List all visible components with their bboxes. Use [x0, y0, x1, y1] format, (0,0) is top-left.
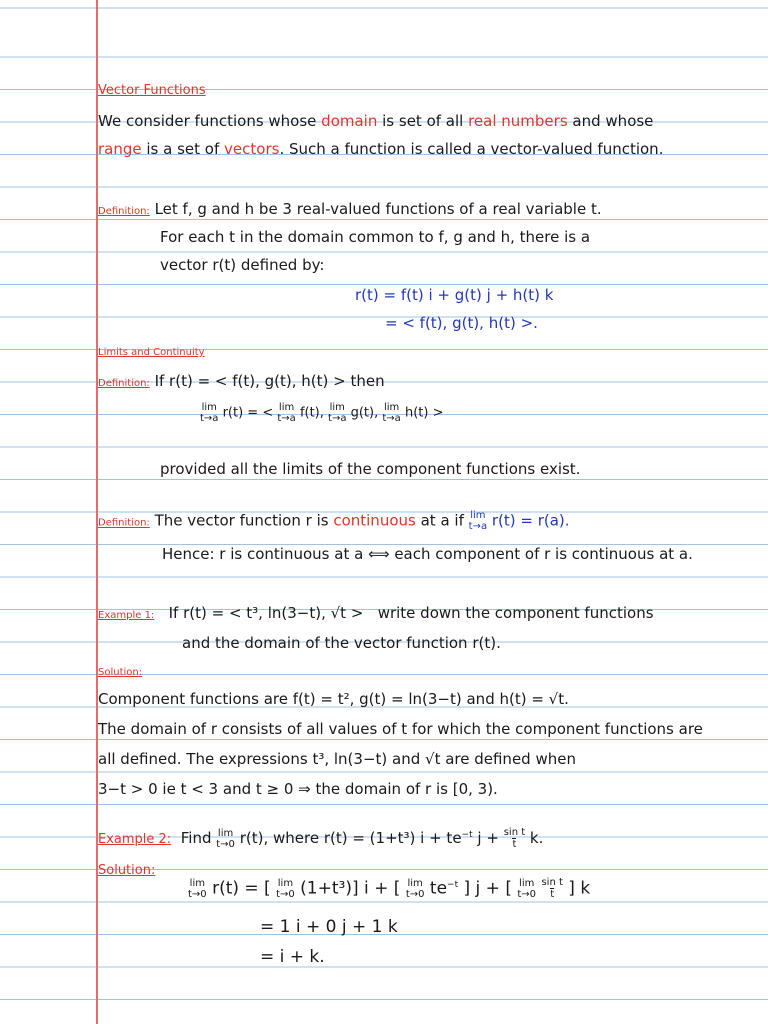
equation-r-angle: = < f(t), g(t), h(t) >. [385, 314, 538, 332]
solution-1-line-2: The domain of r consists of all values of t for which the component functions are [98, 720, 703, 738]
term-continuous: continuous [333, 511, 416, 530]
solution-2-line-3: = i + k. [260, 947, 325, 967]
provided-line: provided all the limits of the component functions exist. [160, 460, 581, 478]
example-label: Example 1: [98, 610, 155, 621]
limits-title: Limits and Continuity [98, 347, 205, 358]
definition-1-line-2: For each t in the domain common to f, g and h, there is a [160, 228, 591, 246]
term-vectors: vectors [224, 140, 280, 158]
definition-3: Definition: The vector function r is continuous at a if lim t→a r(t) = r(a). [98, 510, 570, 532]
limit-equation: lim t→a r(t) = < lim t→a f(t), lim t→a g(t), lim t→a h(t) > [200, 402, 444, 424]
definition-label: Definition: [98, 378, 150, 389]
section-title: Vector Functions [98, 83, 206, 98]
term-real-numbers: real numbers [468, 112, 568, 130]
definition-1-line-3: vector r(t) defined by: [160, 256, 325, 274]
solution-2-label: Solution: [98, 863, 156, 878]
solution-1-line-1: Component functions are f(t) = t², g(t) = ln(3−t) and h(t) = √t. [98, 690, 569, 708]
example-1: Example 1: If r(t) = < t³, ln(3−t), √t > write down the component functions [98, 604, 654, 622]
definition-2: Definition: If r(t) = < f(t), g(t), h(t) > then [98, 372, 385, 390]
term-domain: domain [321, 112, 378, 130]
equation-r-components: r(t) = f(t) i + g(t) j + h(t) k [355, 286, 554, 304]
definition-label: Definition: [98, 206, 150, 217]
definition-label: Definition: [98, 517, 150, 529]
solution-1-line-3: all defined. The expressions t³, ln(3−t) and √t are defined when [98, 750, 576, 768]
intro-line-1: We consider functions whose domain is set of all real numbers and whose [98, 112, 654, 130]
hence-line: Hence: r is continuous at a ⟺ each component of r is continuous at a. [162, 545, 693, 563]
example-1-line-2: and the domain of the vector function r(t). [182, 634, 501, 652]
solution-1-line-4: 3−t > 0 ie t < 3 and t ≥ 0 ⇒ the domain of r is [0, 3). [98, 780, 498, 798]
example-label: Example 2: [98, 832, 172, 847]
example-2: Example 2: Find lim t→0 r(t), where r(t) = (1+t³) $i + te^{-t}$ j + $\frac{\text{sin t}}{t}$ k. [98, 827, 544, 850]
definition-1: Definition: Let f, g and h be 3 real-valued functions of a real variable t. [98, 200, 602, 218]
solution-2-line-2: = 1 i + 0 j + 1 k [260, 917, 398, 937]
solution-2-line-1: lim t→0 r(t) = [ lim t→0 (1+t³)] i + [ lim t→0 $te^{-t}$ ] j + [ lim t→0 $\frac{\text{sin t}}{t}$ ] k [188, 877, 591, 901]
intro-line-2: range is a set of vectors. Such a function is called a vector-valued function. [98, 140, 664, 158]
solution-1-label: Solution: [98, 667, 143, 678]
term-range: range [98, 140, 142, 158]
